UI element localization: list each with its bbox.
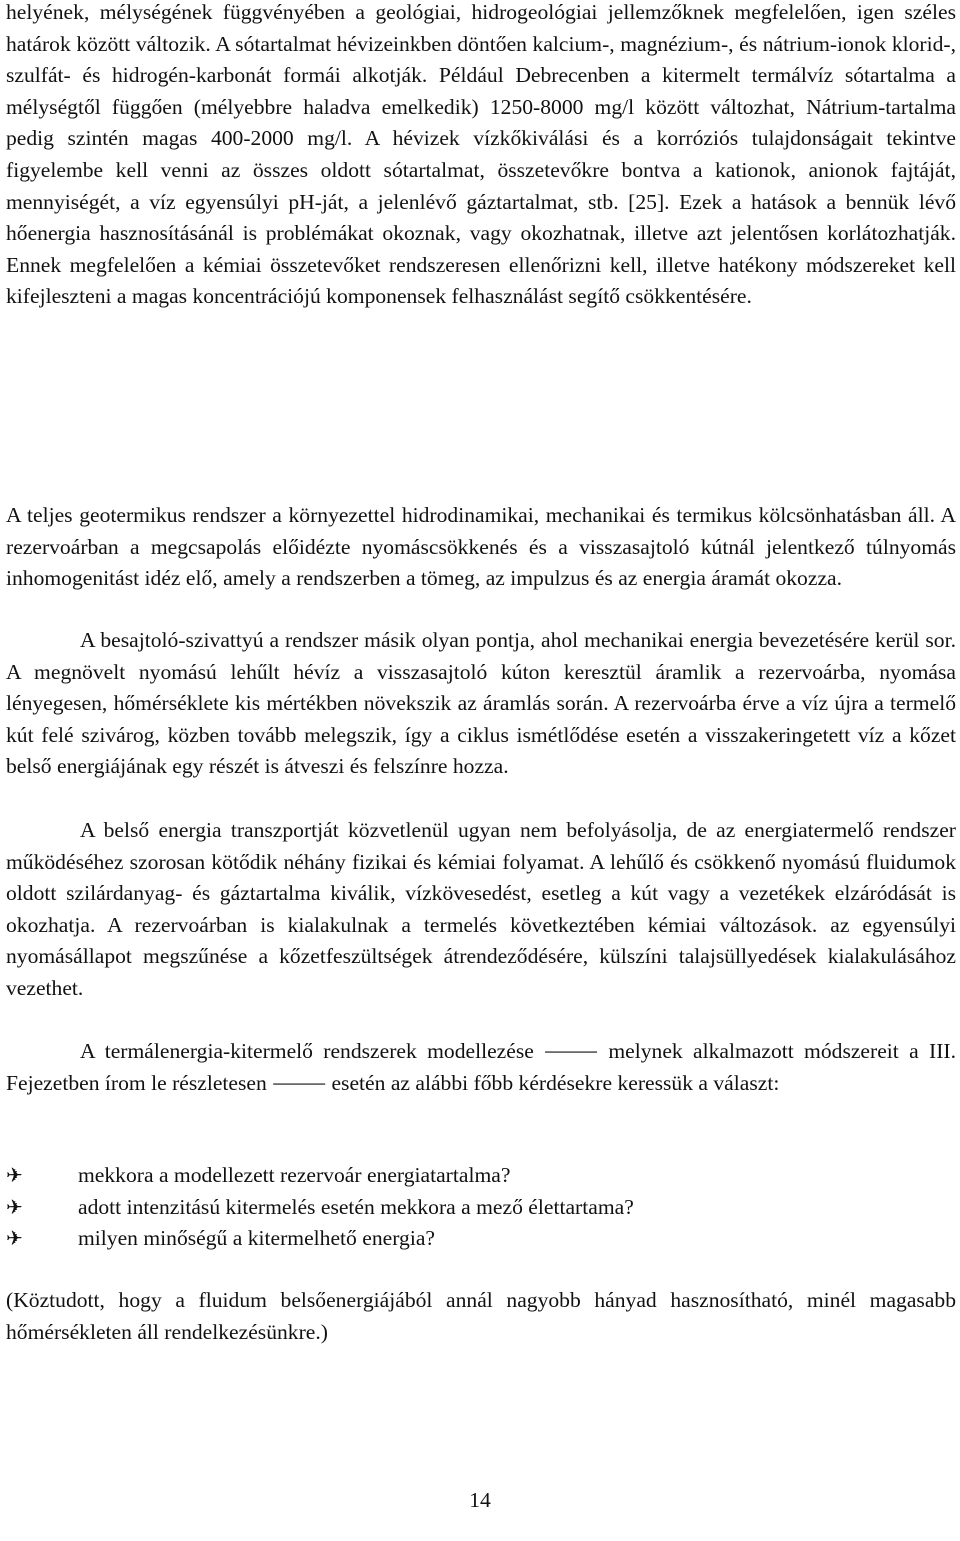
airplane-bullet-icon: ✈ [6,1194,23,1219]
body-paragraph-geothermal-system: A teljes geotermikus rendszer a környezettel hidrodinamikai, mechanikai és termikus kölcsönhatásban áll. A rezervoárban a megcsapolás előidézte nyomáscsökkenés és a visszasajtoló kútnál jelentkező túlnyomás inhomogenitást idéz elő, amely a rendszerben a tömeg, az impulzus és az energia áramát okozza. [6,503,956,591]
body-paragraph-internal-energy: A belső energia transzportját közvetlenül ugyan nem befolyásolja, de az energiatermelő rendszer működéséhez szorosan kötődik néhány fizikai és kémiai folyamat. A lehűlő és csökkenő nyomású fluidumok oldott szilárdanyag- és gáztartalma kiválik, vízkövesedést, esetleg a kút vagy a vezetékek elzáródását is okozhatja. A rezervoárban is kialakulnak a termelés következtében kémiai változások. az egyensúlyi nyomásállapot megszűnése a kőzetfeszültségek átrendeződésére, külszíni talajsüllyedések kialakulásához vezethet. [6,818,956,1000]
list-item-text: adott intenzitású kitermelés esetén mekkora a mező élettartama? [78,1194,634,1219]
body-paragraph-modelling: A termálenergia-kitermelő rendszerek modellezése ⸻ melynek alkalmazott módszereit a III. Fejezetben írom le részletesen ⸻ esetén az alábbi főbb kérdésekre keressük a választ: [6,1039,956,1095]
closing-paragraph: (Köztudott, hogy a fluidum belsőenergiájából annál nagyobb hányad hasznosítható, minél magasabb hőmérsékleten áll rendelkezésünkre.) [6,1288,956,1344]
page-number: 14 [469,1488,491,1512]
body-paragraph-salinity: helyének, mélységének függvényében a geológiai, hidrogeológiai jellemzőknek megfelelően, igen széles határok között változik. A sótartalmat hévizeinkben döntően kalcium-, magnézium-, és nátrium-ionok klorid-, szulfát- és hidrogén-karbonát formái alkotják. Például Debrecenben a kitermelt termálvíz sótartalma a mélységtől függően (mélyebbre haladva emelkedik) 1250-8000 mg/l között változhat, Nátrium-tartalma pedig szintén magas 400-2000 mg/l. A hévizek vízkőkiválási és a korróziós tulajdonságait tekintve figyelembe kell venni az összes oldott sótartalmat, összetevőkre bontva a kationok, anionok fajtáját, mennyiségét, a víz egyensúlyi pH-ját, a jelenlévő gáztartalmat, stb. [25]. Ezek a hatások a bennük lévő hőenergia hasznosításánál is problémákat okoznak, vagy okozhatnak, illetve azt jelentősen korlátozhatják. Ennek megfelelően a kémiai összetevőket rendszeresen ellenőrizni kell, illetve hatékony módszereket kell kifejleszteni a magas koncentrációjú komponensek felhasználást segítő csökkentésére. [6,0,956,309]
list-item-text: milyen minőségű a kitermelhető energia? [78,1226,435,1251]
list-item [6,1160,956,1192]
body-paragraph-injection-pump: A besajtoló-szivattyú a rendszer másik olyan pontja, ahol mechanikai energia bevezetésére kerül sor. A megnövelt nyomású lehűlt hévíz a visszasajtoló kúton keresztül áramlik a rezervoárba, nyomása lényegesen, hőmérséklete kis mértékben növekszik az áramlás során. A rezervoárba érve a víz újra a termelő kút felé szivárog, közben tovább melegszik, így a ciklus ismétlődése esetén a visszakeringetett víz a kőzet belső energiájának egy részét is átveszi és felszínre hozza. [6,628,956,779]
list-item [6,1223,956,1255]
airplane-bullet-icon: ✈ [6,1163,23,1187]
list-item [6,1192,956,1224]
airplane-bullet-icon: ✈ [6,1226,23,1251]
list-item-text: mekkora a modellezett rezervoár energiatartalma? [78,1163,511,1187]
question-list [6,1160,956,1255]
